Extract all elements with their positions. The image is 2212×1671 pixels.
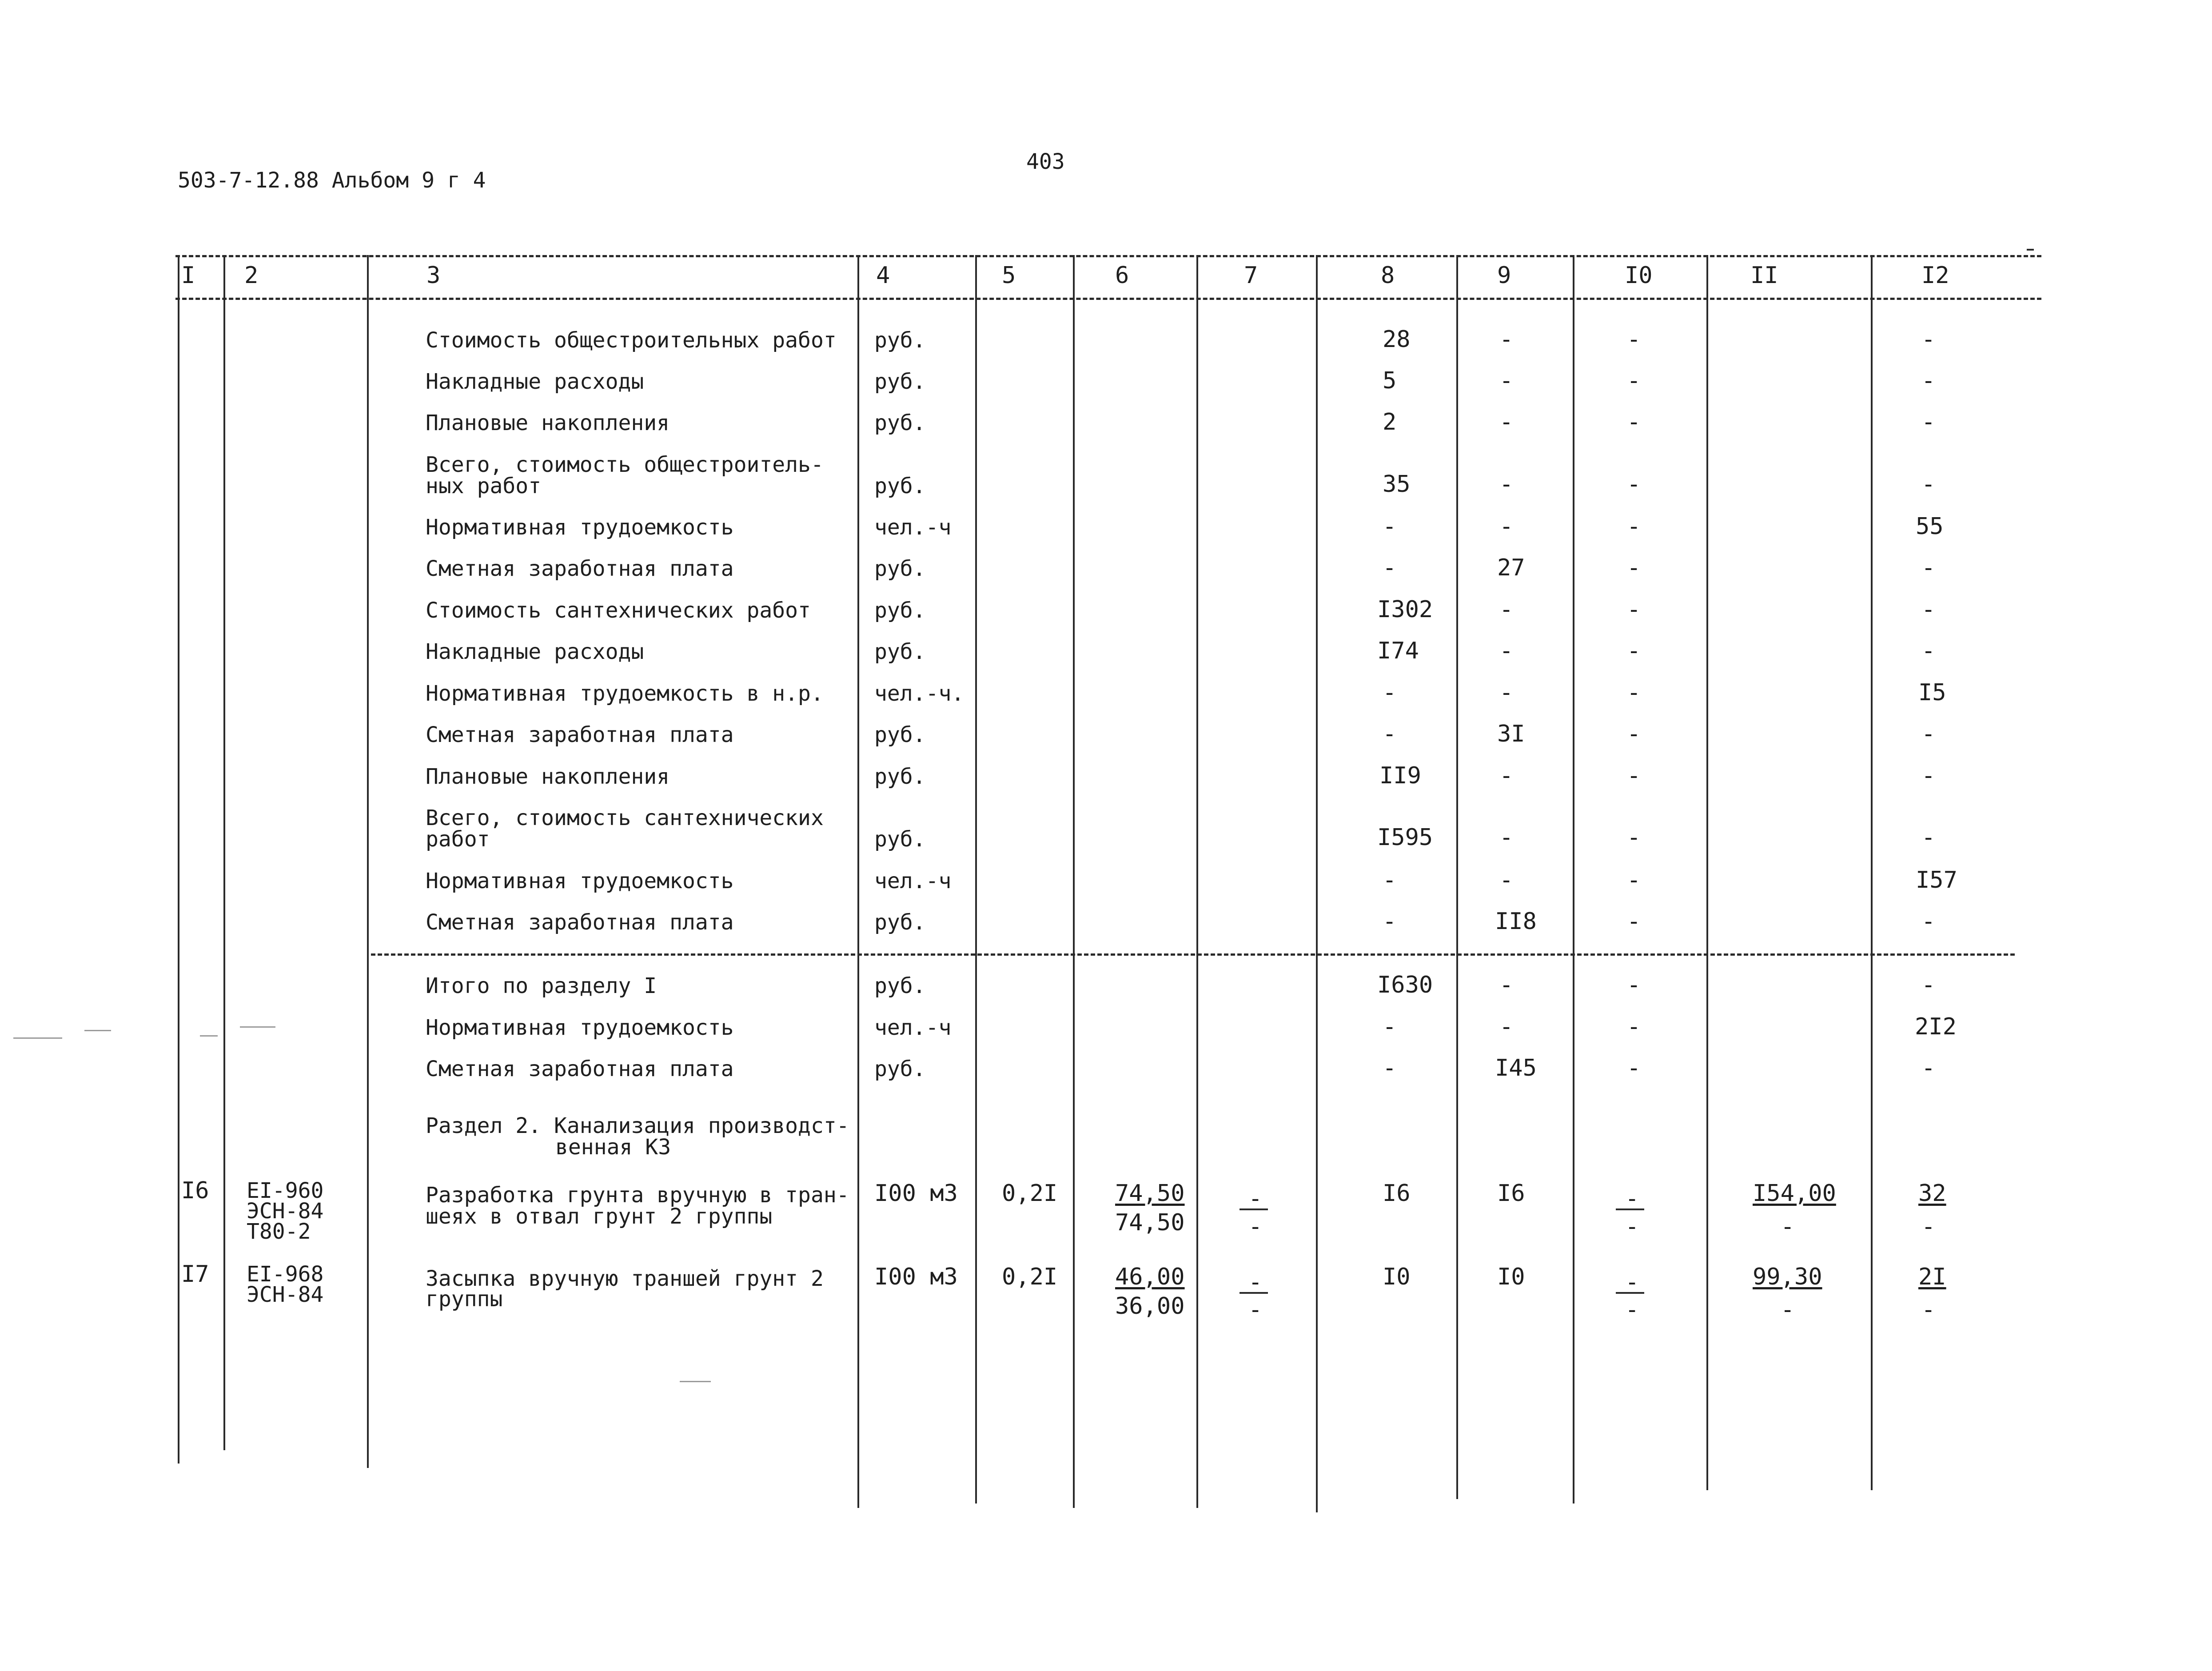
row-col9: - [1499, 762, 1514, 789]
row-col10: - [1627, 367, 1641, 394]
header-bottom-rule [175, 298, 2041, 300]
item-col12-bottom: - [1921, 1296, 1936, 1323]
row-unit: руб. [874, 411, 926, 435]
column-header: 4 [876, 262, 890, 289]
row-col10: - [1627, 824, 1641, 851]
row-col8: 5 [1383, 367, 1397, 394]
row-col12: - [1921, 824, 1936, 851]
row-col10: - [1627, 908, 1641, 935]
total-unit: руб. [874, 1057, 926, 1081]
row-unit: руб. [874, 328, 926, 353]
row-col9: - [1499, 638, 1514, 664]
total-col8: - [1383, 1055, 1397, 1081]
item-col7-bottom: - [1248, 1213, 1263, 1240]
row-unit: чел.-ч. [874, 681, 965, 706]
row-col10: - [1627, 762, 1641, 789]
fraction-bar [1616, 1208, 1644, 1210]
total-unit: руб. [874, 973, 926, 998]
item-col12-bottom: - [1921, 1213, 1936, 1240]
total-col10: - [1627, 1013, 1641, 1040]
row-name-cont: работ [426, 827, 490, 852]
row-name: Плановые накопления [426, 411, 670, 435]
item-col7-top: - [1248, 1185, 1263, 1212]
table-top-rule [175, 255, 2041, 257]
item-price-total: 74,50 [1115, 1180, 1185, 1207]
row-col8: 35 [1383, 471, 1411, 498]
column-header: 9 [1497, 262, 1511, 289]
col-border-6 [1073, 255, 1075, 1508]
item-col11-top: I54,00 [1753, 1180, 1836, 1207]
row-name: Накладные расходы [426, 639, 644, 664]
row-name: Всего, стоимость общестроитель- [426, 452, 824, 477]
row-col8: - [1383, 679, 1397, 706]
total-col9: I45 [1495, 1055, 1537, 1081]
total-name: Сметная заработная плата [426, 1057, 734, 1081]
row-col10: - [1627, 638, 1641, 664]
row-col12: - [1921, 471, 1936, 498]
row-name: Сметная заработная плата [426, 556, 734, 581]
row-unit: руб. [874, 639, 926, 664]
row-col10: - [1627, 596, 1641, 623]
row-name-cont: ных работ [426, 474, 542, 499]
row-unit: чел.-ч [874, 515, 952, 540]
row-col12: - [1921, 721, 1936, 747]
item-col11-bottom: - [1781, 1296, 1795, 1323]
total-col8: - [1383, 1013, 1397, 1040]
row-name: Сметная заработная плата [426, 910, 734, 935]
total-col10: - [1627, 1055, 1641, 1081]
col-border-11 [1706, 255, 1708, 1490]
item-price-wage: 36,00 [1115, 1293, 1185, 1320]
item-price-wage: 74,50 [1115, 1209, 1185, 1236]
row-col10: - [1627, 326, 1641, 353]
row-col12: - [1921, 762, 1936, 789]
row-unit: руб. [874, 764, 926, 789]
row-unit: чел.-ч [874, 869, 952, 893]
row-name: Стоимость сантехнических работ [426, 598, 811, 623]
row-col9: - [1499, 326, 1514, 353]
row-name: Нормативная трудоемкость в н.р. [426, 681, 824, 706]
row-col9: - [1499, 867, 1514, 893]
row-col12: I57 [1916, 867, 1957, 893]
row-col10: - [1627, 554, 1641, 581]
total-col12: - [1921, 972, 1936, 998]
item-name: Разработка грунта вручную в тран- [426, 1183, 849, 1208]
item-col8: I6 [1383, 1180, 1411, 1207]
item-col9: I0 [1497, 1264, 1525, 1290]
fraction-bar [1616, 1292, 1644, 1294]
item-code: ЭСН-84 [247, 1199, 324, 1224]
margin-mark [240, 1026, 275, 1028]
item-col10-top: - [1625, 1185, 1639, 1212]
row-col8: - [1383, 513, 1397, 540]
margin-mark [13, 1037, 62, 1039]
item-col10-top: - [1625, 1269, 1639, 1296]
column-header: I [181, 262, 195, 289]
item-col12-top: 32 [1918, 1180, 1946, 1207]
row-col12: 55 [1916, 513, 1944, 540]
column-header: 8 [1381, 262, 1395, 289]
row-name: Всего, стоимость сантехнических [426, 806, 824, 830]
row-col12: - [1921, 638, 1936, 664]
item-col12-top: 2I [1918, 1264, 1946, 1290]
row-col9: - [1499, 409, 1514, 435]
row-unit: руб. [874, 827, 926, 852]
total-col9: - [1499, 972, 1514, 998]
item-unit: I00 м3 [874, 1264, 958, 1290]
row-col9: - [1499, 367, 1514, 394]
item-number: I6 [181, 1177, 209, 1204]
row-col12: - [1921, 409, 1936, 435]
row-col9: - [1499, 824, 1514, 851]
row-col10: - [1627, 513, 1641, 540]
column-header: 3 [426, 262, 441, 289]
col-border-5 [975, 255, 977, 1504]
item-col7-top: - [1248, 1269, 1263, 1296]
item-name-cont: шеях в отвал грунт 2 группы [426, 1204, 773, 1229]
row-col8: I74 [1377, 638, 1419, 664]
row-col12: - [1921, 554, 1936, 581]
row-name: Нормативная трудоемкость [426, 869, 734, 893]
document-code: 503-7-12.88 Альбом 9 г 4 [178, 168, 486, 193]
col-border-7 [1196, 255, 1198, 1508]
row-name: Сметная заработная плата [426, 722, 734, 747]
item-col7-bottom: - [1248, 1296, 1263, 1323]
row-col12: - [1921, 326, 1936, 353]
item-code: EI-960 [247, 1178, 324, 1203]
col-border-3 [367, 255, 369, 1468]
item-code: Т80-2 [247, 1219, 311, 1244]
total-col8: I630 [1377, 972, 1433, 998]
total-col9: - [1499, 1013, 1514, 1040]
row-unit: руб. [874, 474, 926, 499]
row-name: Плановые накопления [426, 764, 670, 789]
row-unit: руб. [874, 556, 926, 581]
margin-mark [84, 1030, 111, 1031]
item-code: ЭСН-84 [247, 1282, 324, 1307]
item-quantity: 0,2I [1002, 1264, 1058, 1290]
margin-mark [200, 1035, 218, 1037]
fraction-bar [1240, 1292, 1268, 1294]
section-title: Раздел 2. Канализация производст- [426, 1113, 849, 1138]
column-header: 2 [244, 262, 259, 289]
col-border-10 [1573, 255, 1574, 1504]
column-header: 7 [1244, 262, 1258, 289]
row-name: Нормативная трудоемкость [426, 515, 734, 540]
total-col12: - [1921, 1055, 1936, 1081]
row-col8: - [1383, 554, 1397, 581]
margin-mark [680, 1381, 711, 1382]
corner-mark [2027, 249, 2034, 251]
row-col8: - [1383, 908, 1397, 935]
total-col10: - [1627, 972, 1641, 998]
col-border-12 [1871, 255, 1873, 1490]
row-col10: - [1627, 867, 1641, 893]
row-col9: - [1499, 471, 1514, 498]
item-col8: I0 [1383, 1264, 1411, 1290]
row-unit: руб. [874, 598, 926, 623]
col-border-4 [857, 255, 859, 1508]
row-name: Накладные расходы [426, 369, 644, 394]
row-name: Стоимость общестроительных работ [426, 328, 837, 353]
col-border-9 [1456, 255, 1458, 1499]
col-border-8 [1316, 255, 1318, 1512]
subtotal-rule [371, 953, 2015, 956]
column-header: 6 [1115, 262, 1129, 289]
row-unit: руб. [874, 722, 926, 747]
item-col11-top: 99,30 [1753, 1264, 1822, 1290]
column-header: II [1750, 262, 1778, 289]
item-number: I7 [181, 1261, 209, 1288]
row-col9: - [1499, 513, 1514, 540]
col-border-2 [223, 255, 225, 1450]
row-col8: 28 [1383, 326, 1411, 353]
column-header: 5 [1002, 262, 1016, 289]
row-col12: - [1921, 596, 1936, 623]
total-unit: чел.-ч [874, 1015, 952, 1040]
item-name: Засыпка вручную траншей грунт 2 [426, 1266, 824, 1291]
column-header: I0 [1625, 262, 1653, 289]
row-col9: - [1499, 596, 1514, 623]
item-quantity: 0,2I [1002, 1180, 1058, 1207]
row-col12: I5 [1918, 679, 1946, 706]
row-unit: руб. [874, 369, 926, 394]
total-name: Нормативная трудоемкость [426, 1015, 734, 1040]
item-name-cont: группы [426, 1287, 503, 1312]
row-unit: руб. [874, 910, 926, 935]
row-col8: I595 [1377, 824, 1433, 851]
row-col9: 27 [1497, 554, 1525, 581]
row-col9: - [1499, 679, 1514, 706]
row-col8: I302 [1377, 596, 1433, 623]
item-col10-bottom: - [1625, 1296, 1639, 1323]
row-col10: - [1627, 409, 1641, 435]
total-name: Итого по разделу I [426, 973, 657, 998]
total-col12: 2I2 [1915, 1013, 1957, 1040]
row-col10: - [1627, 471, 1641, 498]
item-col9: I6 [1497, 1180, 1525, 1207]
col-border-1 [178, 255, 179, 1464]
item-col10-bottom: - [1625, 1213, 1639, 1240]
row-col8: II9 [1379, 762, 1421, 789]
page-number: 403 [1026, 149, 1065, 174]
row-col8: 2 [1383, 409, 1397, 435]
item-unit: I00 м3 [874, 1180, 958, 1207]
row-col12: - [1921, 367, 1936, 394]
item-price-total: 46,00 [1115, 1264, 1185, 1290]
section-title-cont: венная К3 [555, 1135, 671, 1160]
fraction-bar [1240, 1208, 1268, 1210]
row-col10: - [1627, 679, 1641, 706]
item-code: EI-968 [247, 1262, 324, 1287]
column-header: I2 [1921, 262, 1949, 289]
row-col12: - [1921, 908, 1936, 935]
row-col8: - [1383, 721, 1397, 747]
row-col10: - [1627, 721, 1641, 747]
row-col8: - [1383, 867, 1397, 893]
row-col9: II8 [1495, 908, 1537, 935]
item-col11-bottom: - [1781, 1213, 1795, 1240]
row-col9: 3I [1497, 721, 1525, 747]
